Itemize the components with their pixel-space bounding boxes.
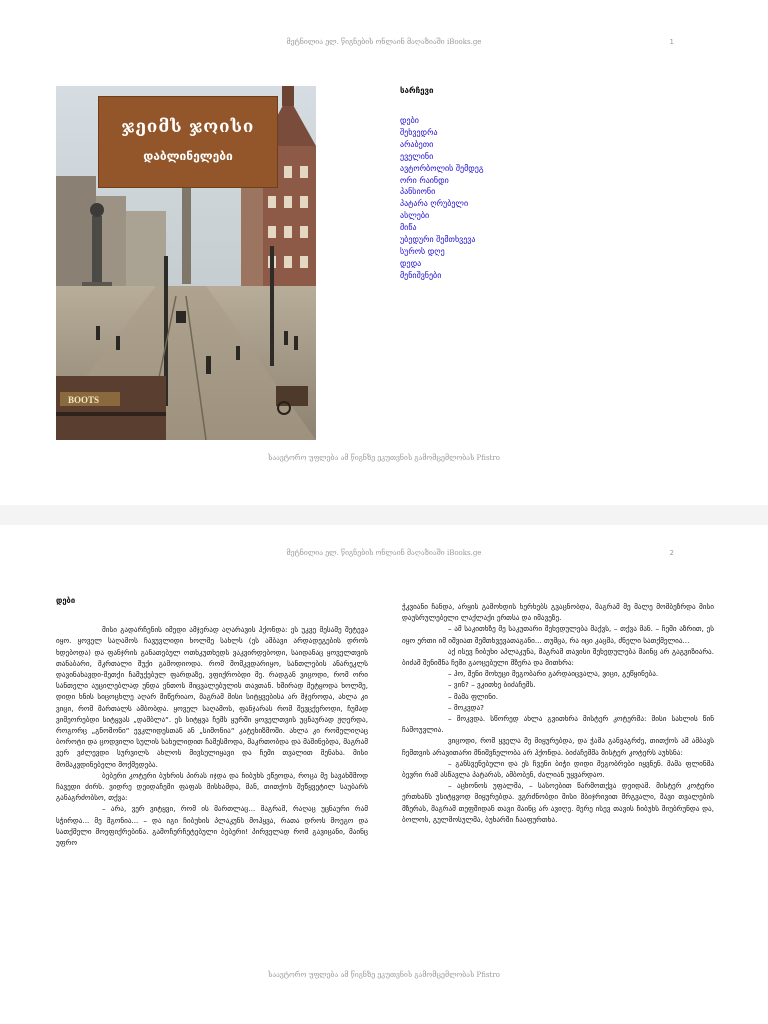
page-number: 1 <box>669 38 674 46</box>
cover-title: დაბლინელები <box>143 149 233 163</box>
toc-link[interactable]: არაბეთი <box>400 139 434 149</box>
toc-link[interactable]: პანსიონი <box>400 187 436 197</box>
text-column-right <box>402 601 714 825</box>
page-1 <box>0 0 768 505</box>
paragraph: – მამა ფლინი. <box>448 691 499 701</box>
paragraph: – ვინ? – ვკითხე ბიძაჩემს. <box>448 680 536 690</box>
toc-item <box>400 198 660 210</box>
paragraph: – ამ საკითხზე მე საკუთარი შეხედულება მაქვს, – თქვა მან. – ჩემი აზრით, ეს იყო ერთი იმ იშვიათ შემთხვევათაგანი... თუმცა, რა იცი კაცმა, ძნელი სათქმელია... <box>402 624 714 645</box>
paragraph: – მოკვდა? <box>448 702 484 712</box>
toc-link[interactable]: სუროს დღე <box>400 246 445 256</box>
table-of-contents <box>400 86 660 282</box>
text-column-left <box>56 595 368 848</box>
page-header: მეტნილია ელ. წიგნების ონლაინ მაღაზიაში iBooks.ge <box>286 549 482 557</box>
page-number: 2 <box>669 549 674 557</box>
page-header: მეტნილია ელ. წიგნების ონლაინ მაღაზიაში iBooks.ge <box>286 38 482 46</box>
toc-item <box>400 222 660 234</box>
toc-item <box>400 175 660 187</box>
toc-item <box>400 127 660 139</box>
paragraph: ჭკვიანი ჩანდა, არყის გამოხდის ხერხებს გვაცნობდა, მაგრამ მე მალე მომბეზრდა მისი დაუსრულებელი ლაქლაქი ერთსა და იმავეზე. <box>402 602 714 623</box>
toc-link[interactable]: ასლები <box>400 211 430 221</box>
toc-link[interactable]: პატარა ღრუბელი <box>400 199 469 209</box>
page-footer: საავტორო უფლება ამ წიგნზე ეკუთვნის გამომცემლობას Pfistro <box>268 971 500 979</box>
toc-link[interactable]: ავტორბოლის შემდეგ <box>400 163 484 173</box>
toc-link[interactable]: ეველინი <box>400 151 434 161</box>
paragraph: – არა, ვერ ვიტყვი, რომ ის მართლაც... მაგრამ, რაღაც უცნაური რამ სჭირდა... მე მგონია... – და იგი ჩიბუხის პლაკუნს მოჰყვა, რათა დროს მოეგო და სათქმელი მოეფიქრებინა. გამოჩერჩეტებული ბებერი! პირველად რომ გავიცანი, მაინც უფრო <box>56 804 368 848</box>
toc-link[interactable]: უბედური შემთხვევა <box>400 235 476 245</box>
toc-item <box>400 270 660 282</box>
toc-item <box>400 186 660 198</box>
toc-link[interactable]: მენიშვნები <box>400 270 442 280</box>
cover-author: ჯეიმს ჯოისი <box>121 117 255 137</box>
toc-link[interactable]: ორი რაინდი <box>400 175 449 185</box>
toc-item <box>400 234 660 246</box>
toc-item <box>400 246 660 258</box>
paragraph: ვიცოდი, რომ ყველა მე მიყურებდა, და ჭამა განვაგრძე, თითქოს ამ ამბავს ჩემთვის არავითარი მნიშვნელობა არ ჰქონდა. ბიძაჩემმა მისტერ კოტერს აუხსნა: <box>402 736 714 757</box>
paragraph: – მოკვდა. სწორედ ახლა გვითხრა მისტერ კოტერმა: მისი სახლის წინ ჩამოუვლია. <box>402 714 714 735</box>
toc-link[interactable]: დედა <box>400 258 422 268</box>
story-heading: დები <box>56 596 76 605</box>
toc-item <box>400 258 660 270</box>
paragraph: მისი გადარჩენის იმედი ამჯერად აღარავის ჰქონდა: ეს უკვე მესამე შეტევა იყო. ყოველ საღამოს ჩავუვლიდი ხოლმე სახლს (ეს ამბავი არდადეგების დროს ხდებოდა) და ფანჯრის განათებულ ოთხკუთხედს ვაკვირდებოდი, საიდანაც ყოველთვის თანაბარი, მკრთალი შუქი გამოდიოდა. რომ მომკვდარიყო, სანთლების ანარეკლს დავინახავდი-მეთქი ჩამუქებულ ფარდაზე, ვფიქრობდი მე. რადგან ვიცოდი, რომ ორი სანთელი აუცილებლად უნდა ენთოს მიცვალებულის თავთან. ხშირად მეტყოდა ხოლმე, დიდი ხნის სიცოცხლე აღარ მიწერიაო, მაგრამ მისი სიტყვებისა არ მჯეროდა, ახლა კი ვიცი, რომ მართალს ამბობდა. ყოველ საღამოს, ფანჯარას რომ შევცქეროდი, ჩუმად ვიმეორებდი სიტყვას „დამბლა“. ეს სიტყვა ჩემს ყურში ყოველთვის უცნაურად ჟღერდა, როგორც „გნომონი“ ევკლიდესთან ან „სიმონია“ კატეხიზმოში. ახლა კი რომელიღაც ბოროტი და ცოდვილი სულის სახელიდით ჩამესმოდა, მაკრთობდა და მაშინებდა, მაგრამ ვერ ვძლევდი სურვილს ახლოს მივსულიყავი და ჩემი თვალით მენახა. მისი მომაკვდინებელი მოქმედება. <box>56 625 368 769</box>
toc-heading: სარჩევი <box>400 86 434 95</box>
toc-list <box>400 115 660 282</box>
toc-item <box>400 115 660 127</box>
page-footer: საავტორო უფლება ამ წიგნზე ეკუთვნის გამომცემლობას Pfistro <box>268 454 500 462</box>
toc-link[interactable]: მიწა <box>400 223 417 233</box>
cover-title-box <box>98 96 278 188</box>
toc-link[interactable]: შეხვედრა <box>400 127 438 137</box>
page-2 <box>0 525 768 1024</box>
toc-item <box>400 151 660 163</box>
paragraph: – აცხონოს უფალმა, – სასოებით წარმოთქვა დეიდამ. მისტერ კოტერი ერთხანს უსიტყვოდ მიყურებდა. ვგრძნობდი მისი მბიჯრივით მრგვალი, შავი თვალების მზერას, მაგრამ თეფშიდან თავი მაინც არ ავიღე. მერე ისევ თავის ჩიბუხს მიუბრუნდა და, ბოლოს, გულმოსულმა, ბუხარში ჩააფურთხა. <box>402 781 714 824</box>
paragraph: – განსვენებული და ეს ჩვენი ბიჭი დიდი მეგობრები იყვნენ. მამა ფლინმა ბევრი რამ ასწავლა პატარას, ამბობენ, ძალიან უყვარდაო. <box>402 758 714 780</box>
toc-item <box>400 139 660 151</box>
paragraph: აქ ისევ ჩიბუხი აპლაკუნა, მაგრამ თავისი შეხედულება მაინც არ გაგვიზიარა. ბიძამ შენიშნა ჩემი გაოცებული მზერა და მითხრა: <box>402 646 714 668</box>
toc-item <box>400 210 660 222</box>
paragraph: ბებერი კოტერი ბუხრის პირას იჯდა და ჩიბუხს ეწეოდა, როცა მე სავახშმოდ ჩავედი ძირს. ვიდრე დეიდაჩემი ფაფას მისხამდა, მან, თითქოს შეწყვეტილ საუბარს განაგრძობსო, თქვა: <box>56 770 368 803</box>
toc-link[interactable]: დები <box>400 116 419 125</box>
toc-item <box>400 163 660 175</box>
paragraph: – ჰო, შენი მოხუცი მეგობარი გარდაიცვალა, ვიცი, გეწყინება. <box>448 669 659 679</box>
boots-sign: BOOTS <box>68 395 100 405</box>
book-cover <box>56 86 316 440</box>
